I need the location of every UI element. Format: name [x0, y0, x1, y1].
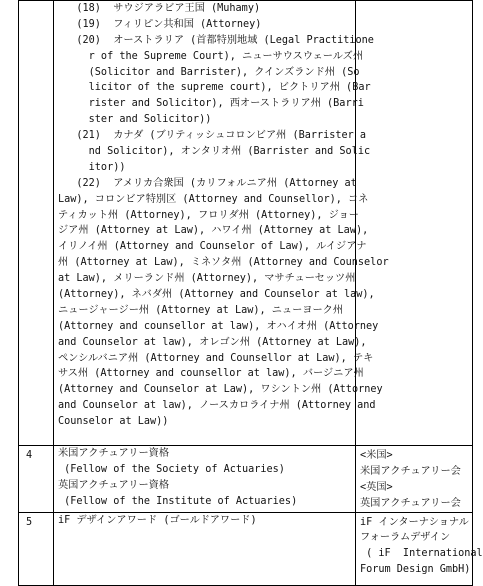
- text-line: and Counselor at law), ノースカロライナ州 (Attorney and: [58, 400, 376, 412]
- text-line: itor)): [58, 161, 126, 173]
- text-line: Counselor at Law)): [58, 416, 169, 428]
- text-line: ジア州 (Attorney at Law), ハワイ州 (Attorney at Law),: [58, 225, 369, 237]
- qualification-cell: [54, 446, 356, 513]
- text-line: 英国アクチュアリー資格: [58, 479, 170, 491]
- org-line: フォーラムデザイン: [360, 532, 451, 544]
- text-line: ティカット州 (Attorney), フロリダ州 (Attorney), ジョー: [58, 209, 359, 221]
- organization-cell: [356, 512, 483, 585]
- org-line: 米国アクチュアリー会: [360, 465, 461, 477]
- text-line: ster and Solicitor)): [58, 114, 212, 126]
- organization-cell: [356, 1, 473, 446]
- table-row: [19, 446, 473, 513]
- row-number-cell: [19, 1, 54, 446]
- org-line: <米国>: [360, 450, 393, 461]
- text-line: licitor of the supreme court), ビクトリア州 (Bar: [58, 82, 371, 94]
- text-line: (22) アメリカ合衆国 (カリフォルニア州 (Attorney at: [58, 177, 357, 189]
- qualification-cell: [54, 512, 356, 585]
- text-line: (19) フィリピン共和国 (Attorney): [58, 18, 262, 30]
- text-line: nd Solicitor), オンタリオ州 (Barrister and Solic: [58, 146, 371, 158]
- text-line: (21) カナダ (ブリティッシュコロンビア州 (Barrister a: [58, 130, 367, 142]
- text-line: 州 (Attorney at Law), ミネソタ州 (Attorney and Counselor: [58, 257, 389, 269]
- text-line: サス州 (Attorney and counsellor at law), バージニア州: [58, 368, 364, 380]
- qualification-cell: [54, 1, 389, 446]
- org-line: <英国>: [360, 481, 393, 493]
- table-row: [19, 512, 473, 585]
- text-line: r of the Supreme Court), ニューサウスウェールズ州: [58, 50, 364, 62]
- text-line: (20) オーストラリア (首都特別地域 (Legal Practitione: [58, 34, 374, 46]
- text-line: (Fellow of the Society of Actuaries): [58, 463, 285, 475]
- text-line: iF デザインアワード (ゴールドアワード): [58, 514, 257, 526]
- org-line: Forum Design GmbH): [360, 564, 471, 576]
- text-line: and Counselor at law), オレゴン州 (Attorney at Law),: [58, 336, 367, 348]
- row-number-cell: 4: [19, 446, 54, 513]
- text-line: ペンシルバニア州 (Attorney and Counsellor at Law), テキ: [58, 352, 374, 364]
- text-line: (Attorney and Counselor at Law), ワシントン州 (Attorney: [58, 384, 383, 396]
- table-row: [19, 1, 473, 446]
- text-line: イリノイ州 (Attorney and Counselor of Law), ルイジアナ: [58, 241, 367, 253]
- text-line: Law), コロンビア特別区 (Attorney and Counsellor), コネ: [58, 193, 369, 205]
- qualification-table: [18, 0, 483, 586]
- text-line: rister and Solicitor), 西オーストラリア州 (Barri: [58, 98, 364, 110]
- text-line: 米国アクチュアリー資格: [58, 448, 170, 459]
- text-line: ニュージャージー州 (Attorney at Law), ニューヨーク州: [58, 304, 344, 316]
- text-line: (Fellow of the Institute of Actuaries): [58, 495, 298, 507]
- organization-cell: [356, 446, 473, 513]
- org-line: ( iF International: [360, 548, 483, 560]
- text-line: (18) サウジアラビア王国 (Muhamy): [58, 3, 261, 14]
- org-line: iF インターナショナル: [360, 516, 469, 528]
- row-number-cell: 5: [19, 512, 54, 585]
- text-line: (Attorney and counsellor at law), オハイオ州 (Attorney: [58, 320, 379, 332]
- org-line: 英国アクチュアリー会: [360, 497, 461, 509]
- text-line: at Law), メリーランド州 (Attorney), マサチューセッツ州: [58, 273, 356, 285]
- text-line: (Solicitor and Barrister), クインズランド州 (So: [58, 66, 360, 78]
- text-line: (Attorney), ネバダ州 (Attorney and Counselor at law),: [58, 289, 375, 301]
